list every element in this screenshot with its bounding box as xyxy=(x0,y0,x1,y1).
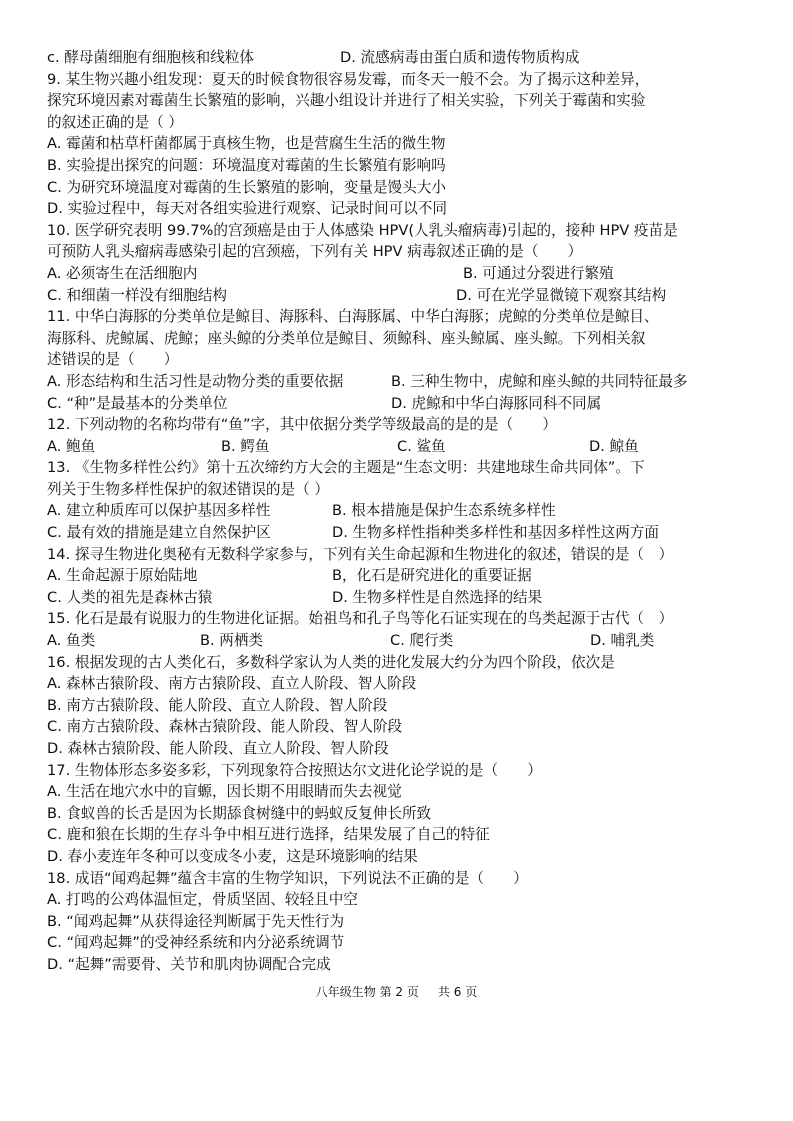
option-a: A. 建立种质库可以保护基因多样性 xyxy=(47,502,271,520)
q18-option-d: D. “起舞”需要骨、关节和肌肉协调配合完成 xyxy=(47,955,331,973)
option-c: C. 爬行类 xyxy=(390,632,454,650)
option-d: D. 虎鲸和中华白海豚同科不同属 xyxy=(391,394,602,412)
q13-stem-line-1: 13. 《生物多样性公约》第十五次缔约方大会的主题是“生态文明：共建地球生命共同体”。下 xyxy=(47,459,645,477)
option-d: D. 可在光学显微镜下观察其结构 xyxy=(456,286,667,304)
q11-stem-line-1: 11. 中华白海豚的分类单位是鲸目、海豚科、白海豚属、中华白海豚；虎鲸的分类单位是鲸目、 xyxy=(47,308,659,326)
q11-options-ab xyxy=(47,371,753,393)
option-c: C. 最有效的措施是建立自然保护区 xyxy=(47,524,271,542)
option-d: D. 鲸鱼 xyxy=(589,437,639,455)
q14-options-ab xyxy=(47,565,753,587)
option-d: D. 流感病毒由蛋白质和遗传物质构成 xyxy=(340,49,580,66)
q18-option-c: C. “闻鸡起舞”的受神经系统和内分泌系统调节 xyxy=(47,934,345,952)
q17-option-a: A. 生活在地穴水中的盲螈，因长期不用眼睛而失去视觉 xyxy=(47,783,402,801)
q16-option-c: C. 南方古猿阶段、森林古猿阶段、能人阶段、智人阶段 xyxy=(47,718,403,736)
option-b: B. 两栖类 xyxy=(200,632,264,650)
q15-stem: 15. 化石是最有说服力的生物进化证据。始祖鸟和孔子鸟等化石证实现在的鸟类起源于古代（ ） xyxy=(47,610,674,628)
q13-stem-line-2: 列关于生物多样性保护的叙述错误的是（ ） xyxy=(47,480,329,498)
q13-options-ab xyxy=(47,500,753,522)
page-footer: 八年级生物 第 2 页 共 6 页 xyxy=(315,985,478,999)
option-b: B. 三种生物中，虎鲸和座头鲸的共同特征最多 xyxy=(391,372,688,390)
q9-stem-line-2: 探究环境因素对霉菌生长繁殖的影响，兴趣小组设计并进行了相关实验，下列关于霉菌和实验 xyxy=(47,92,646,110)
q16-stem: 16. 根据发现的古人类化石，多数科学家认为人类的进化发展大约分为四个阶段，依次是 xyxy=(47,653,615,671)
option-c: C. 鲨鱼 xyxy=(397,437,446,455)
q17-option-b: B. 食蚁兽的长舌是因为长期舔食树缝中的蚂蚁反复伸长所致 xyxy=(47,804,432,822)
q10-options-ab xyxy=(47,263,753,285)
q9-stem-line-1: 9. 某生物兴趣小组发现：夏天的时候食物很容易发霉，而冬天一般不会。为了揭示这种差异， xyxy=(47,70,650,88)
q11-stem-line-3: 述错误的是（ ） xyxy=(47,351,179,369)
q17-option-c: C. 鹿和狼在长期的生存斗争中相互进行选择，结果发展了自己的特征 xyxy=(47,826,490,844)
q17-stem: 17. 生物体形态多姿多彩，下列现象符合按照达尔文进化论学说的是（ ） xyxy=(47,761,542,779)
q10-options-cd xyxy=(47,285,753,307)
option-c: C. 人类的祖先是森林古猿 xyxy=(47,588,213,606)
q17-option-d: D. 春小麦连年冬种可以变成冬小麦，这是环境影响的结果 xyxy=(47,847,418,865)
q9-option-d: D. 实验过程中，每天对各组实验进行观察、记录时间可以不同 xyxy=(47,200,447,218)
q14-stem: 14. 探寻生物进化奥秘有无数科学家参与，下列有关生命起源和生物进化的叙述，错误的是（ ） xyxy=(47,545,674,563)
option-d: D. 生物多样性指种类多样性和基因多样性这两方面 xyxy=(332,524,659,542)
q11-stem-line-2: 海豚科、虎鲸属、虎鲸；座头鲸的分类单位是鲸目、须鲸科、座头鲸属、座头鲸。下列相关叙 xyxy=(47,329,646,347)
option-a: A. 鲍鱼 xyxy=(47,437,96,455)
q16-option-b: B. 南方古猿阶段、能人阶段、直立人阶段、智人阶段 xyxy=(47,696,388,714)
option-d: D. 生物多样性是自然选择的结果 xyxy=(332,588,543,606)
q12-options xyxy=(47,436,753,458)
option-a: A. 形态结构和生活习性是动物分类的重要依据 xyxy=(47,372,344,390)
option-a: A. 生命起源于原始陆地 xyxy=(47,567,198,585)
option-b: B. 根本措施是保护生态系统多样性 xyxy=(332,502,556,520)
option-c: c. 酵母菌细胞有细胞核和线粒体 xyxy=(47,49,255,66)
q18-option-a: A. 打鸣的公鸡体温恒定，骨质坚固、较轻且中空 xyxy=(47,891,358,909)
q10-stem-line-2: 可预防人乳头瘤病毒感染引起的宫颈癌，下列有关 HPV 病毒叙述正确的是（ ） xyxy=(47,243,583,261)
q9-stem-line-3: 的叙述正确的是（ ） xyxy=(47,113,183,131)
q18-stem: 18. 成语“闻鸡起舞”蕴含丰富的生物学知识，下列说法不正确的是（ ） xyxy=(47,869,528,887)
option-b: B. 可通过分裂进行繁殖 xyxy=(463,264,614,282)
q13-options-cd xyxy=(47,522,753,544)
option-c: C. 和细菌一样没有细胞结构 xyxy=(47,286,228,304)
document-page xyxy=(47,47,753,976)
q16-option-d: D. 森林古猿阶段、能人阶段、直立人阶段、智人阶段 xyxy=(47,740,389,757)
q8-options-cd xyxy=(47,47,753,69)
option-a: A. 鱼类 xyxy=(47,632,96,650)
q9-option-a: A. 霉菌和枯草杆菌都属于真核生物，也是营腐生生活的微生物 xyxy=(47,135,446,153)
q11-options-cd xyxy=(47,393,753,415)
option-d: D. 哺乳类 xyxy=(590,632,655,650)
q10-stem-line-1: 10. 医学研究表明 99.7%的宫颈癌是由于人体感染 HPV(人乳头瘤病毒)引起的，接种 HPV 疫苗是 xyxy=(47,221,678,239)
option-b: B. 鳄鱼 xyxy=(221,437,270,455)
option-a: A. 必须寄生在活细胞内 xyxy=(47,264,198,282)
q12-stem: 12. 下列动物的名称均带有“鱼”字，其中依据分类学等级最高的是的是（ ） xyxy=(47,416,557,434)
q15-options xyxy=(47,630,753,652)
q16-option-a: A. 森林古猿阶段、南方古猿阶段、直立人阶段、智人阶段 xyxy=(47,675,417,693)
q14-options-cd xyxy=(47,587,753,609)
q18-option-b: B. “闻鸡起舞”从获得途径判断属于先天性行为 xyxy=(47,912,345,930)
option-b: B，化石是研究进化的重要证据 xyxy=(332,567,532,585)
option-c: C. “种”是最基本的分类单位 xyxy=(47,394,228,412)
q9-option-c: C. 为研究环境温度对霉菌的生长繁殖的影响，变量是馒头大小 xyxy=(47,178,446,196)
q9-option-b: B. 实验提出探究的问题：环境温度对霉菌的生长繁殖有影响吗 xyxy=(47,156,446,174)
